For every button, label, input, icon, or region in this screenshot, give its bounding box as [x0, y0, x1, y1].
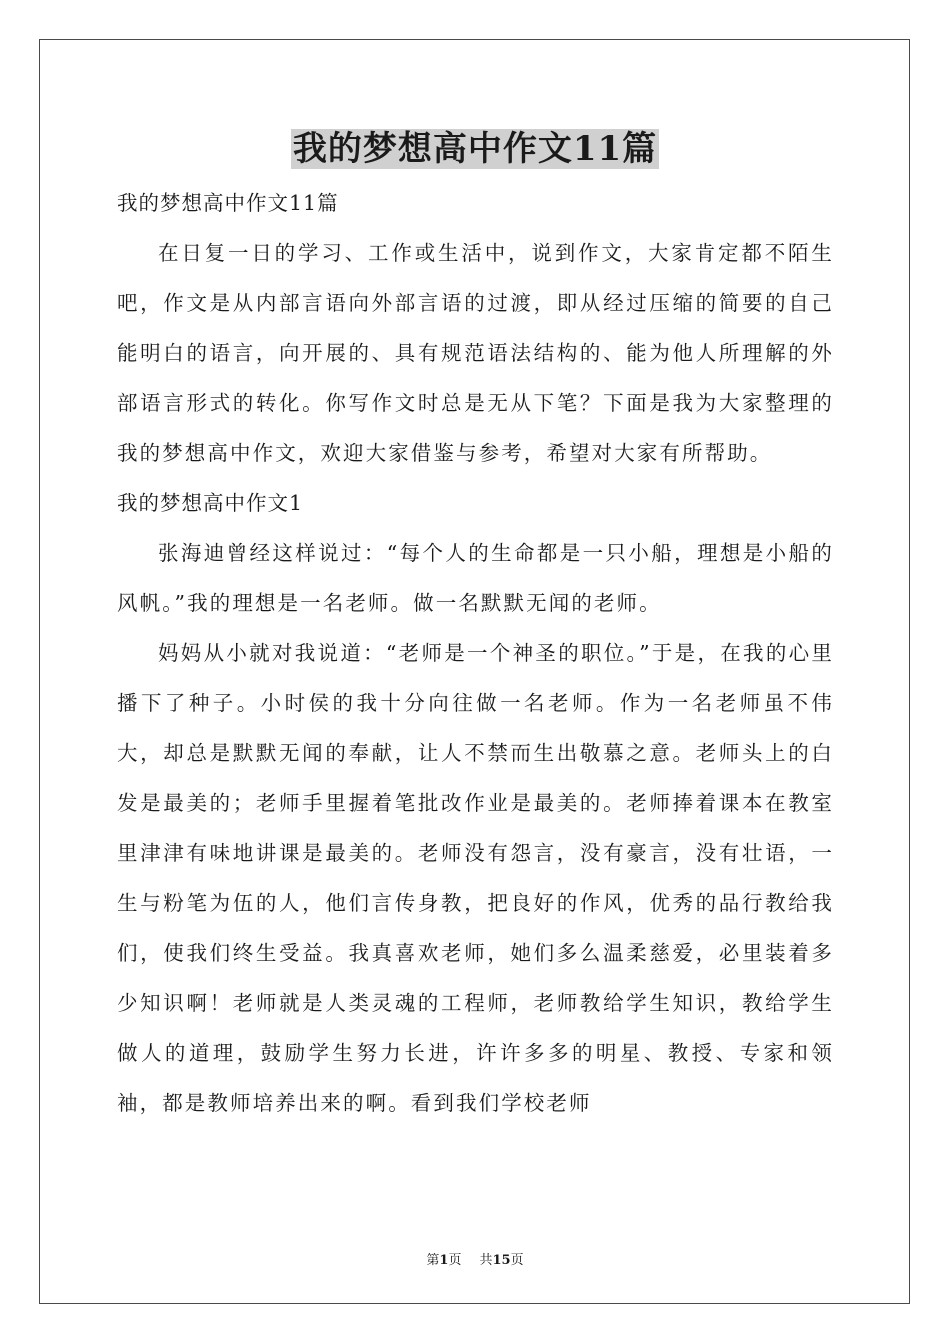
page-footer: [0, 1249, 950, 1268]
document-subtitle: 我的梦想高中作文11篇: [117, 191, 339, 215]
page-prefix: 第: [426, 1253, 440, 1268]
total-prefix: 共: [479, 1253, 493, 1268]
document-body: [117, 178, 834, 1128]
section1-paragraph-1: 张海迪曾经这样说过：“每个人的生命都是一只小船，理想是小船的风帆。”我的理想是一名老师。做一名默默无闻的老师。: [117, 541, 834, 615]
total-page-count: 15: [492, 1253, 511, 1268]
document-title-text: 我的梦想高中作文11篇: [292, 129, 658, 169]
page-unit: 页: [448, 1253, 462, 1268]
document-title: [0, 126, 950, 172]
total-unit: 页: [510, 1253, 524, 1268]
intro-paragraph: 在日复一日的学习、工作或生活中，说到作文，大家肯定都不陌生吧，作文是从内部言语向外部言语的过渡，即从经过压缩的简要的自己能明白的语言，向开展的、具有规范语法结构的、能为他人所理解的外部语言形式的转化。你写作文时总是无从下笔？下面是我为大家整理的我的梦想高中作文，欢迎大家借鉴与参考，希望对大家有所帮助。: [117, 241, 834, 465]
section-heading-1: 我的梦想高中作文1: [117, 491, 304, 515]
section1-paragraph-2: 妈妈从小就对我说道：“老师是一个神圣的职位。”于是，在我的心里播下了种子。小时侯的我十分向往做一名老师。作为一名老师虽不伟大，却总是默默无闻的奉献，让人不禁而生出敬慕之意。老师头上的白发是最美的；老师手里握着笔批改作业是最美的。老师捧着课本在教室里津津有味地讲课是最美的。老师没有怨言，没有豪言，没有壮语，一生与粉笔为伍的人，他们言传身教，把良好的作风，优秀的品行教给我们，使我们终生受益。我真喜欢老师，她们多么温柔慈爱，必里装着多少知识啊！老师就是人类灵魂的工程师，老师教给学生知识，教给学生做人的道理，鼓励学生努力长进，许许多多的明星、教授、专家和领袖，都是教师培养出来的啊。看到我们学校老师: [117, 641, 834, 1115]
current-page-number: 1: [439, 1253, 449, 1268]
